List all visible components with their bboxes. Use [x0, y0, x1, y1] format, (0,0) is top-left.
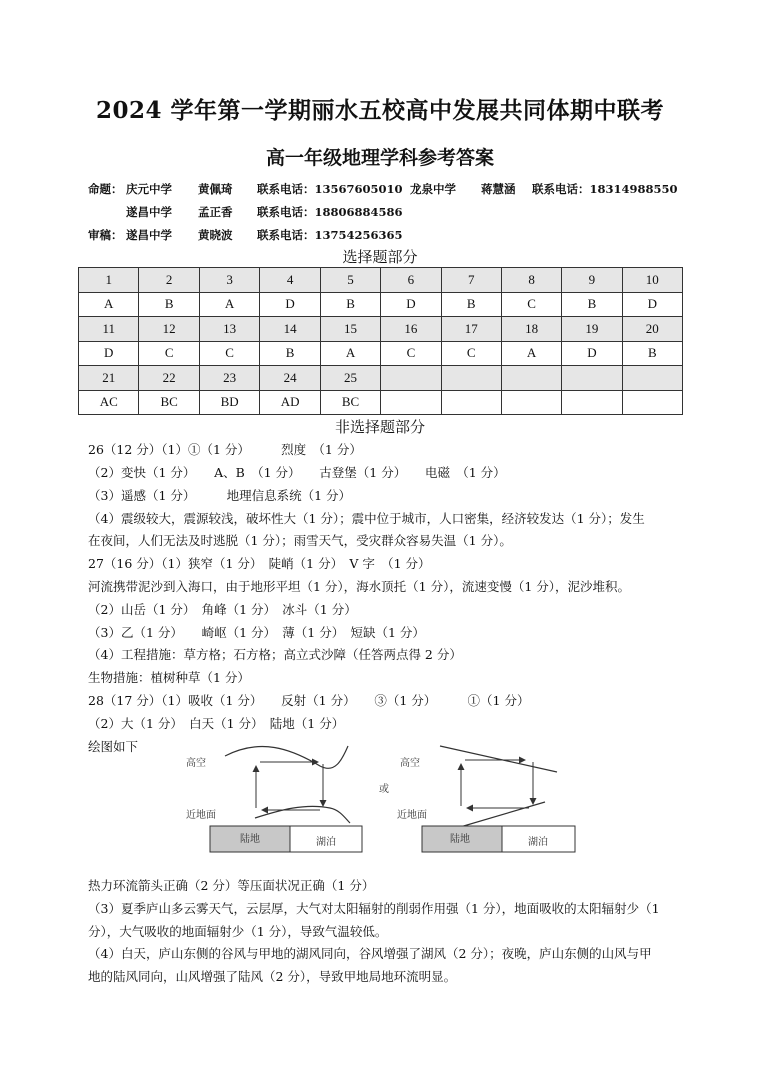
question-number-cell: 4: [260, 268, 320, 293]
thermal-circulation-diagram-a: [180, 738, 365, 856]
answer-cell: B: [260, 341, 320, 366]
meta-phone: 联系电话：13567605010: [257, 182, 403, 196]
question-number-cell: 18: [501, 317, 561, 342]
meta-phone: 联系电话：18314988550: [532, 182, 678, 196]
question-number-cell: 21: [79, 366, 139, 391]
question-number-cell: 16: [381, 317, 441, 342]
question-number-cell: [441, 366, 501, 391]
answer-cell: AD: [260, 390, 320, 415]
answer-line: （4）白天，庐山东侧的谷风与甲地的湖风同向，谷风增强了湖风（2 分）；夜晚，庐山东侧的山风与甲: [88, 946, 652, 961]
answer-line: （2）变快（1 分） A、B （1 分） 古登堡（1 分） 电磁 （1 分）: [88, 465, 506, 480]
or-label: [376, 780, 396, 796]
answer-cell: A: [199, 292, 259, 317]
answer-cell: [562, 390, 622, 415]
answer-cell: B: [320, 292, 380, 317]
meta-school: 庆元中学: [126, 182, 172, 196]
answer-row: [79, 341, 683, 366]
label-or: 或: [379, 784, 389, 795]
answer-line: 河流携带泥沙到入海口，由于地形平坦（1 分），海水顶托（1 分），流速变慢（1 分），泥沙堆积。: [88, 579, 631, 594]
question-number-cell: [622, 366, 682, 391]
answer-line: （2）山岳（1 分） 角峰（1 分） 冰斗（1 分）: [88, 602, 357, 617]
answer-line: 27（16 分）（1）狭窄（1 分） 陡峭（1 分） V 字 （1 分）: [88, 556, 431, 571]
page-subtitle: 高一年级地理学科参考答案: [265, 147, 494, 169]
answer-line: 生物措施：植树种草（1 分）: [88, 670, 250, 685]
question-number-row: [79, 366, 683, 391]
meta-name: 黄佩琦: [198, 182, 233, 196]
answer-cell: B: [622, 341, 682, 366]
isobar-upper: [440, 746, 557, 772]
answer-cell: C: [441, 341, 501, 366]
answer-cell: [381, 390, 441, 415]
meta-role-reviewer: 审稿：: [88, 228, 123, 242]
question-number-row: [79, 317, 683, 342]
question-number-cell: 6: [381, 268, 441, 293]
answer-line: 热力环流箭头正确（2 分）等压面状况正确（1 分）: [88, 878, 375, 893]
label-near-ground: 近地面: [397, 810, 427, 821]
section-heading-free: 非选择题部分: [334, 418, 425, 436]
meta-name: 孟正香: [198, 205, 233, 219]
label-high: 高空: [400, 758, 420, 769]
answer-cell: BC: [320, 390, 380, 415]
label-near-ground: 近地面: [186, 810, 216, 821]
answer-table: [78, 267, 683, 415]
section-heading-choice: 选择题部分: [342, 248, 418, 266]
meta-school: 遂昌中学: [126, 205, 172, 219]
question-number-cell: 3: [199, 268, 259, 293]
answer-cell: D: [622, 292, 682, 317]
question-number-cell: 23: [199, 366, 259, 391]
label-land: 陆地: [240, 834, 260, 845]
meta-name: 黄晓波: [198, 228, 233, 242]
meta-school: 龙泉中学: [410, 182, 456, 196]
answer-cell: C: [199, 341, 259, 366]
question-number-cell: 17: [441, 317, 501, 342]
answer-line: （3）乙（1 分） 崎岖（1 分） 薄（1 分） 短缺（1 分）: [88, 625, 425, 640]
meta-school: 遂昌中学: [126, 228, 172, 242]
question-number-cell: [381, 366, 441, 391]
page-title: 2024 学年第一学期丽水五校高中发展共同体期中联考: [95, 97, 665, 124]
meta-name: 蒋慧涵: [481, 182, 516, 196]
question-number-cell: 10: [622, 268, 682, 293]
question-number-cell: 1: [79, 268, 139, 293]
label-lake: 湖泊: [528, 837, 548, 848]
question-number-cell: [501, 366, 561, 391]
answer-line: （2）大（1 分） 白天（1 分） 陆地（1 分）: [88, 716, 345, 731]
question-number-cell: 9: [562, 268, 622, 293]
label-land: 陆地: [450, 834, 470, 845]
answer-cell: A: [501, 341, 561, 366]
question-number-cell: 22: [139, 366, 199, 391]
answer-cell: B: [562, 292, 622, 317]
answer-line: 分），大气吸收的地面辐射少（1 分），导致气温较低。: [88, 924, 388, 939]
meta-phone: 联系电话：18806884586: [257, 205, 403, 219]
answer-cell: A: [320, 341, 380, 366]
answer-cell: D: [562, 341, 622, 366]
answer-line: （4）工程措施：草方格；石方格；高立式沙障（任答两点得 2 分）: [88, 647, 462, 662]
answer-line: 28（17 分）（1）吸收（1 分） 反射（1 分） ③（1 分） ①（1 分）: [88, 693, 530, 708]
question-number-cell: 20: [622, 317, 682, 342]
answer-cell: BC: [139, 390, 199, 415]
answer-cell: D: [381, 292, 441, 317]
answer-cell: [622, 390, 682, 415]
label-high: 高空: [186, 758, 206, 769]
answer-cell: B: [441, 292, 501, 317]
isobar-lower: [255, 806, 350, 823]
thermal-circulation-diagram-b: [395, 738, 580, 856]
answer-cell: [441, 390, 501, 415]
answer-line: 绘图如下: [88, 739, 139, 754]
answer-cell: C: [501, 292, 561, 317]
answer-cell: A: [79, 292, 139, 317]
question-number-cell: 8: [501, 268, 561, 293]
answer-cell: BD: [199, 390, 259, 415]
meta-role-setter: 命题：: [88, 182, 123, 196]
answer-line: （3）遥感（1 分） 地理信息系统（1 分）: [88, 488, 352, 503]
question-number-cell: 2: [139, 268, 199, 293]
question-number-cell: [562, 366, 622, 391]
answer-row: [79, 292, 683, 317]
question-number-cell: 24: [260, 366, 320, 391]
answer-line: 地的陆风同向，山风增强了陆风（2 分），导致甲地局地环流明显。: [88, 969, 457, 984]
answer-cell: [501, 390, 561, 415]
question-number-cell: 5: [320, 268, 380, 293]
question-number-cell: 25: [320, 366, 380, 391]
answer-cell: C: [139, 341, 199, 366]
answer-cell: D: [260, 292, 320, 317]
meta-phone: 联系电话：13754256365: [257, 228, 403, 242]
answer-cell: B: [139, 292, 199, 317]
answer-row: [79, 390, 683, 415]
question-number-cell: 15: [320, 317, 380, 342]
answer-line: （3）夏季庐山多云雾天气，云层厚，大气对太阳辐射的削弱作用强（1 分），地面吸收的太阳辐射少（1: [88, 901, 660, 916]
question-number-row: [79, 268, 683, 293]
isobar-upper: [225, 746, 348, 768]
answer-line: （4）震级较大，震源较浅，破坏性大（1 分）；震中位于城市，人口密集，经济较发达（1 分）；发生: [88, 511, 645, 526]
question-number-cell: 11: [79, 317, 139, 342]
question-number-cell: 12: [139, 317, 199, 342]
question-number-cell: 13: [199, 317, 259, 342]
label-lake: 湖泊: [316, 837, 336, 848]
answer-line: 在夜间，人们无法及时逃脱（1 分）；雨雪天气，受灾群众容易失温（1 分）。: [88, 533, 512, 548]
question-number-cell: 19: [562, 317, 622, 342]
question-number-cell: 14: [260, 317, 320, 342]
answer-cell: D: [79, 341, 139, 366]
question-number-cell: 7: [441, 268, 501, 293]
answer-cell: AC: [79, 390, 139, 415]
answer-line: 26（12 分）（1）①（1 分） 烈度 （1 分）: [88, 442, 362, 457]
answer-cell: C: [381, 341, 441, 366]
